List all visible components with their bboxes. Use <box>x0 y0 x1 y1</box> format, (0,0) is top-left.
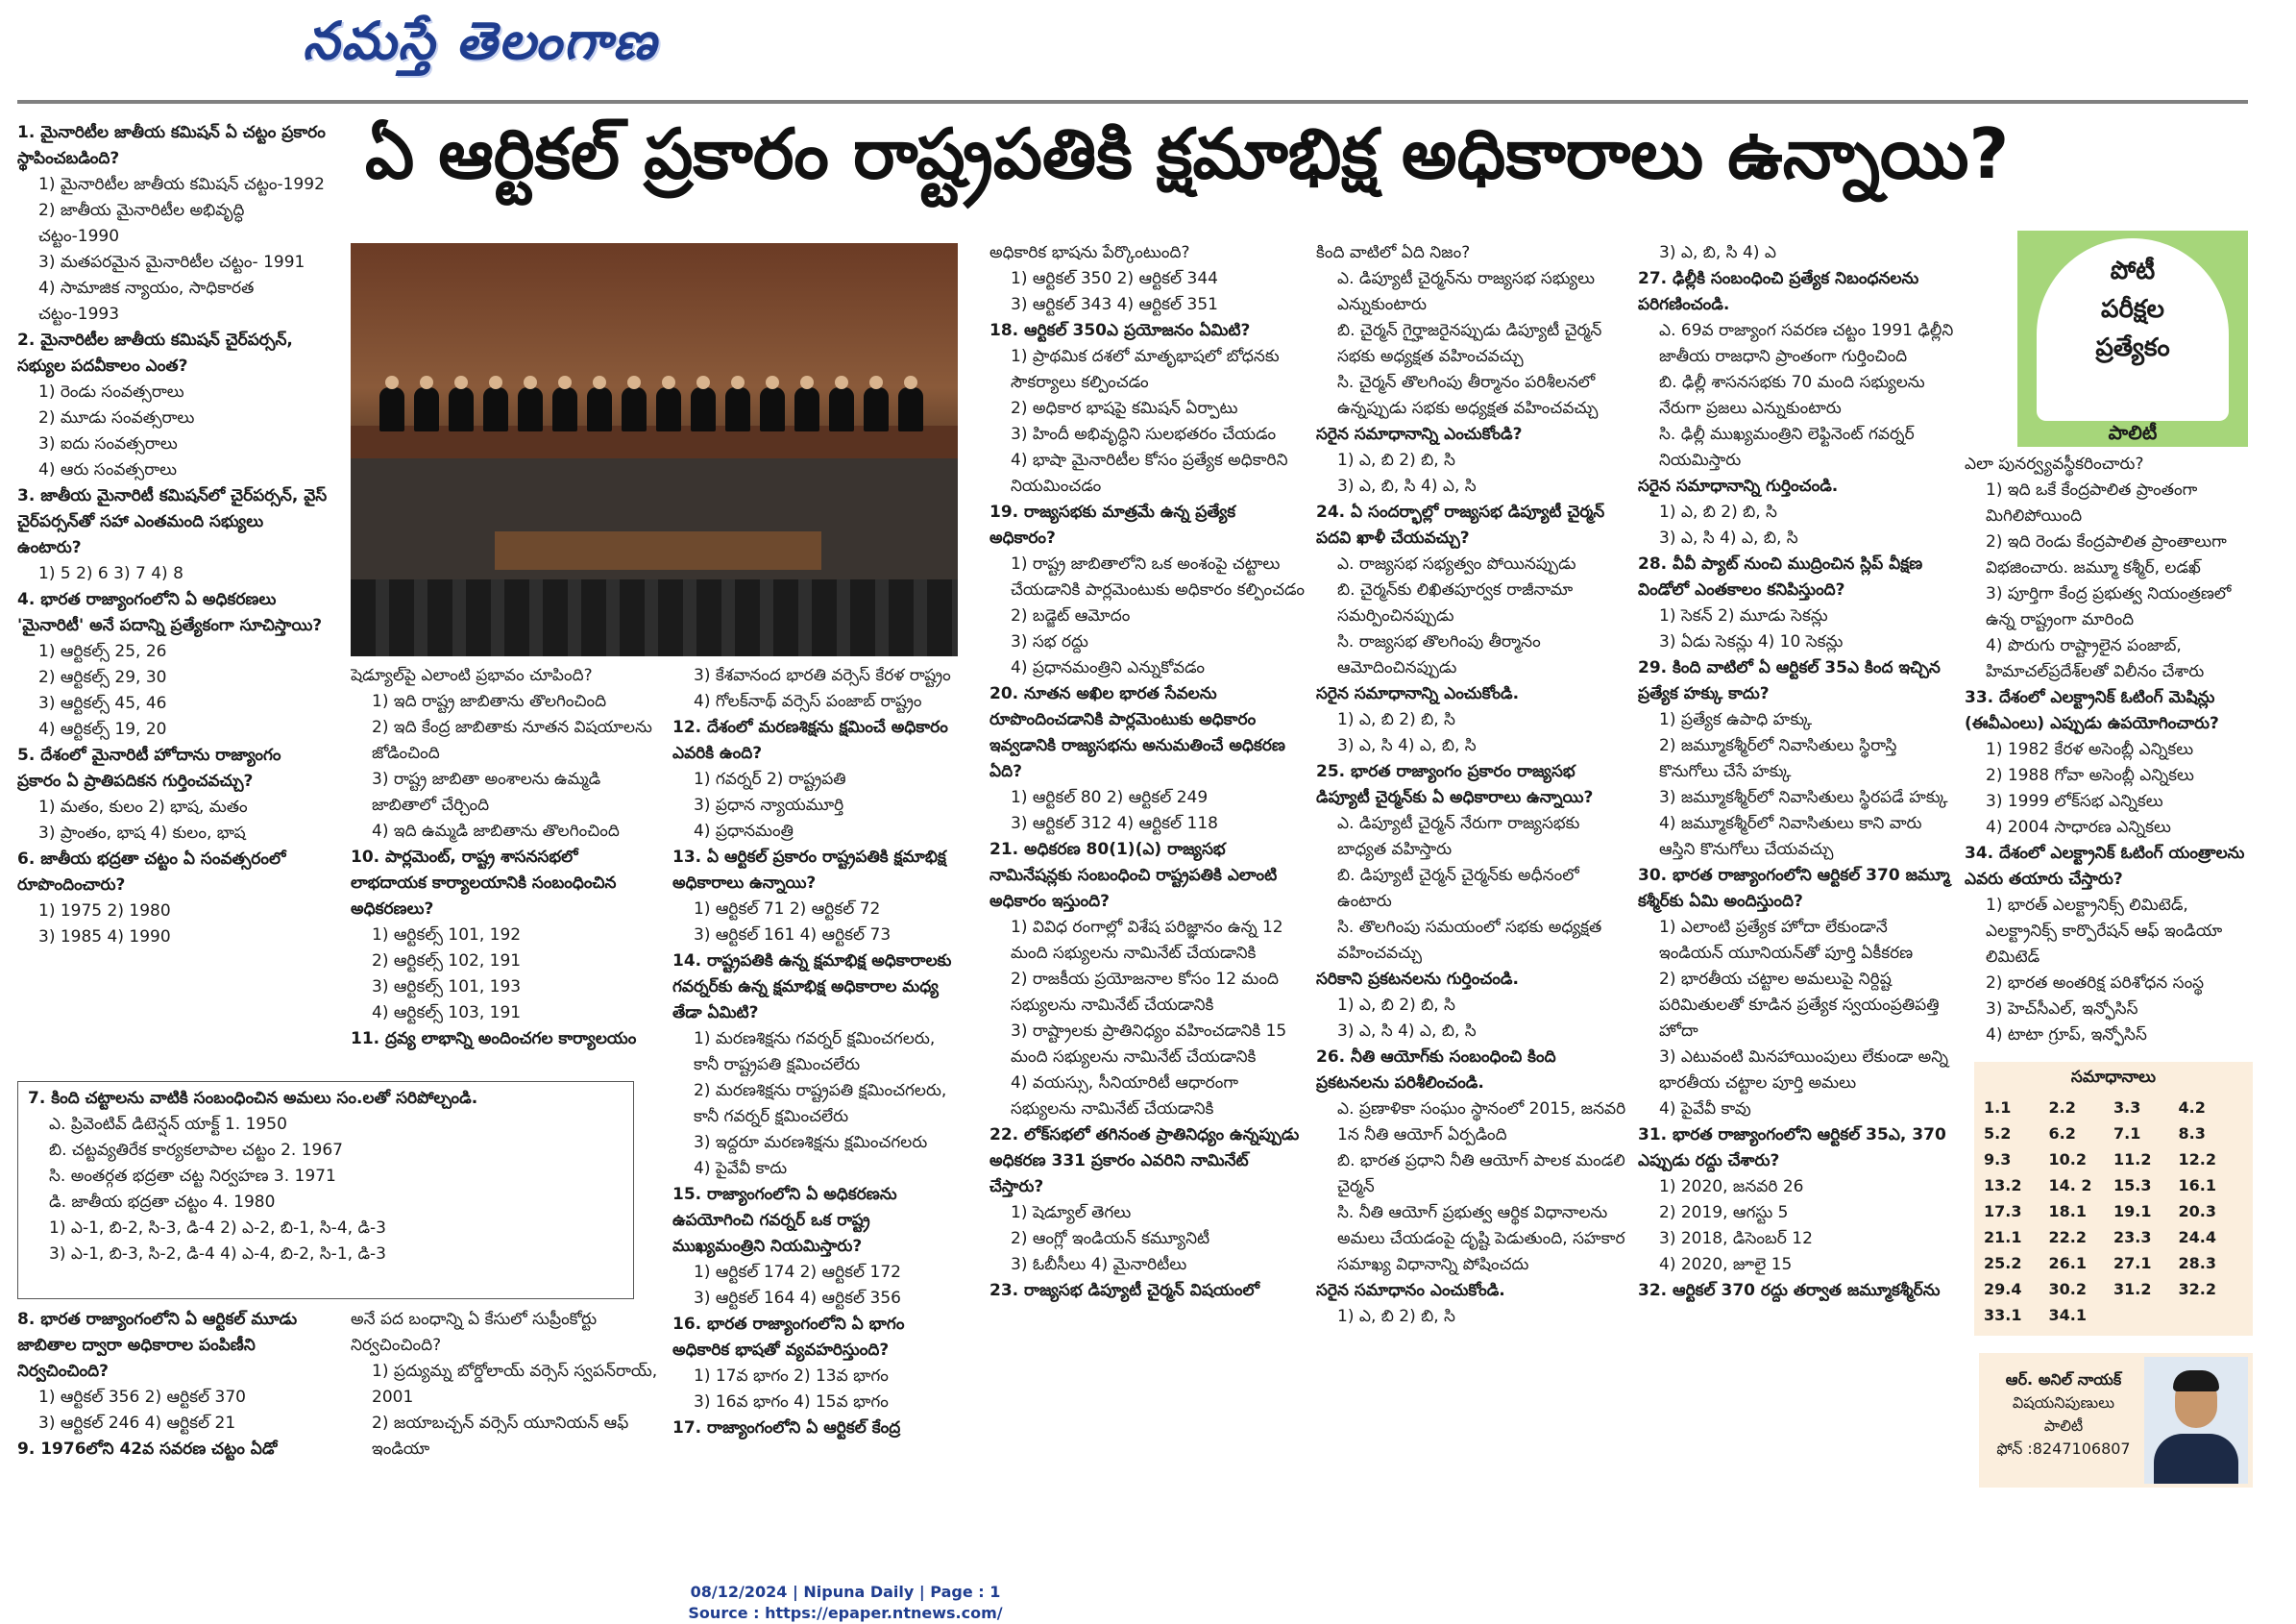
option-text: 4) జమ్మూకశ్మీర్‌లో నివాసితులు కాని వారు ఆస్తిని కొనుగోలు చేయవచ్చు <box>1659 814 1922 859</box>
option-text: 1) భారత్ ఎలక్ట్రానిక్స్ లిమిటెడ్, ఎలక్ట్రానిక్స్ కార్పొరేషన్ ఆఫ్ ఇండియా లిమిటెడ్ <box>1986 896 2223 967</box>
answer-cell: 14. 2 <box>2048 1176 2092 1194</box>
judge-face <box>627 376 641 389</box>
question-text: సరైన సమాధానాన్ని గుర్తించండి. <box>1638 477 1839 496</box>
answer-key-title: సమాధానాలు <box>2070 1068 2157 1087</box>
answer-cell: 15.3 <box>2113 1176 2152 1194</box>
question-text: 7. కింది చట్టాలను వాటికి సంబంధించిన అమలు సం.లతో సరిపోల్చండి. <box>28 1089 478 1108</box>
question-text: 24. ఏ సందర్భాల్లో రాజ్యసభ డిప్యూటీ చైర్మన్ పదవి ఖాళీ చేయవచ్చు? <box>1316 503 1605 548</box>
answer-cell: 11.2 <box>2113 1150 2152 1169</box>
option-text: సి. చైర్మన్ తొలగింపు తీర్మానం పరిశీలనలో ఉన్నప్పుడు సభకు అధ్యక్షత వహించవచ్చు <box>1337 373 1599 418</box>
option-text: 4) 2004 సాధారణ ఎన్నికలు <box>1986 818 2171 837</box>
option-text: 1) 5 2) 6 3) 7 4) 8 <box>38 564 183 583</box>
option-text: ఎ. 69వ రాజ్యాంగ సవరణ చట్టం 1991 ఢిల్లీని జాతీయ రాజధాని ప్రాంతంగా గుర్తించింది <box>1659 321 1954 366</box>
option-text: 1) ఆర్టికల్ 71 2) ఆర్టికల్ 72 <box>694 899 881 919</box>
option-text: 3) 16వ భాగం 4) 15వ భాగం <box>694 1392 889 1412</box>
answer-cell: 27.1 <box>2113 1254 2152 1272</box>
column-2 <box>351 663 658 1067</box>
judge-figure <box>898 387 923 431</box>
author-phone: ఫోన్ :8247106807 <box>1996 1439 2131 1458</box>
judge-figure <box>656 387 681 431</box>
option-text: 1) ఆర్టికల్ 174 2) ఆర్టికల్ 172 <box>694 1263 901 1282</box>
option-text: 4) వయస్సు, సీనియారిటీ ఆధారంగా సభ్యులను నామినేట్ చేయడానికి <box>1011 1073 1238 1119</box>
option-text: బి. ఢిల్లీ శాసనసభకు 70 మంది సభ్యులను నేరుగా ప్రజలు ఎన్నుకుంటారు <box>1659 373 1925 418</box>
competitive-exams-badge <box>2017 231 2248 447</box>
option-text: 1) ఎ, బి 2) బి, సి <box>1337 996 1455 1015</box>
judge-figure <box>760 387 785 431</box>
option-text: 1) ఎ, బి 2) బి, సి <box>1659 503 1777 522</box>
option-text: 3) 1999 లోక్‌సభ ఎన్నికలు <box>1986 792 2163 811</box>
answer-cell: 18.1 <box>2048 1202 2087 1220</box>
question-text: 1. మైనారిటీల జాతీయ కమిషన్ ఏ చట్టం ప్రకారం స్థాపించబడింది? <box>17 123 326 168</box>
option-text: 1) 2020, జనవరి 26 <box>1659 1177 1804 1196</box>
option-text: 1) ఆర్టికల్ 80 2) ఆర్టికల్ 249 <box>1011 788 1209 807</box>
answer-cell: 32.2 <box>2178 1280 2216 1298</box>
question-text: 10. పార్లమెంట్, రాష్ట్ర శాసనసభలో లాభదాయక కార్యాలయానికి సంబంధించిన అధికరణలు? <box>351 848 617 919</box>
judge-face <box>766 376 779 389</box>
author-name: ఆర్. అనిల్ నాయక్ <box>2005 1370 2122 1389</box>
column-3 <box>672 663 961 1480</box>
question-text: 28. వీవీ ప్యాట్ నుంచి ముద్రించిన స్లిప్ వీక్షణ విండోలో ఎంతకాలం కనిపిస్తుంది? <box>1638 554 1923 600</box>
option-text: 1) ఎ-1, బి-2, సి-3, డి-4 2) ఎ-2, బి-1, సి-4, డి-3 <box>49 1218 386 1238</box>
option-text: 3) ఐదు సంవత్సరాలు <box>38 434 178 454</box>
question-text: 33. దేశంలో ఎలక్ట్రానిక్ ఓటింగ్ మెషిన్లు (ఈవీఎంలు) ఎప్పుడు ఉపయోగించారు? <box>1965 688 2219 733</box>
option-text: 3) ఎటువంటి మినహాయింపులు లేకుండా అన్ని భారతీయ చట్టాల పూర్తి అమలు <box>1659 1047 1948 1093</box>
question-text: 26. నీతి ఆయోగ్‌కు సంబంధించి కింది ప్రకటనలను పరిశీలించండి. <box>1316 1047 1556 1093</box>
option-text: 1) ఎ, బి 2) బి, సి <box>1337 451 1455 470</box>
answer-cell: 9.3 <box>1984 1150 2012 1169</box>
answer-cell: 29.4 <box>1984 1280 2022 1298</box>
column-4 <box>1316 240 1633 1480</box>
option-text: 3) ఎ, సి 4) ఎ, బి, సి <box>1337 736 1477 755</box>
option-text: 1) ఆర్టికల్స్ 101, 192 <box>372 925 522 945</box>
option-text: 1) ఆర్టికల్ 356 2) ఆర్టికల్ 370 <box>38 1388 246 1407</box>
judge-figure <box>829 387 854 431</box>
badge-text: పోటీ పరీక్షల ప్రత్యేకం <box>2037 238 2229 421</box>
option-text: ఎలా పునర్వ్యవస్థీకరించారు? <box>1965 455 2144 474</box>
column-1-bottom <box>17 1307 344 1485</box>
option-text: బి. భారత ప్రధాని నీతి ఆయోగ్ పాలక మండలి చైర్మన్ <box>1337 1151 1625 1196</box>
option-text: 1) ఆర్టికల్ 350 2) ఆర్టికల్ 344 <box>1011 269 1218 288</box>
option-text: సి. రాజ్యసభ తొలగింపు తీర్మానం ఆమోదించినప్పుడు <box>1337 632 1541 677</box>
question-text: 12. దేశంలో మరణశిక్షను క్షమించే అధికారం ఎవరికి ఉంది? <box>672 718 948 763</box>
question-text: 6. జాతీయ భద్రతా చట్టం ఏ సంవత్సరంలో రూపొందించారు? <box>17 849 286 895</box>
author-card <box>1979 1353 2253 1488</box>
question-text: 15. రాజ్యాంగంలోని ఏ అధికరణను ఉపయోగించి గవర్నర్ ఒక రాష్ట్ర ముఖ్యమంత్రిని నియమిస్తారు? <box>672 1185 897 1256</box>
judge-face <box>385 376 399 389</box>
question-text: 4. భారత రాజ్యాంగంలోని ఏ అధికరణలు 'మైనారిటీ' అనే పదాన్ని ప్రత్యేకంగా సూచిస్తాయి? <box>17 590 323 635</box>
option-text: 2) భారతీయ చట్టాల అమలుపై నిర్దిష్ట పరిమితులతో కూడిన ప్రత్యేక స్వయంప్రతిపత్తి హోదా <box>1659 970 1940 1041</box>
option-text: 2) మరణశిక్షను రాష్ట్రపతి క్షమించగలరు, కానీ గవర్నర్ క్షమించలేరు <box>694 1081 947 1126</box>
option-text: షెడ్యూల్‌పై ఎలాంటి ప్రభావం చూపింది? <box>351 666 593 685</box>
answer-cell: 13.2 <box>1984 1176 2022 1194</box>
option-text: 4) ప్రధానమంత్రిని ఎన్నుకోవడం <box>1011 658 1206 677</box>
question-text: 5. దేశంలో మైనారిటీ హోదాను రాజ్యాంగం ప్రకారం ఏ ప్రాతిపదికన గుర్తించవచ్చు? <box>17 746 281 791</box>
question-text: సరైన సమాధానాన్ని ఎంచుకోండి? <box>1316 425 1523 444</box>
option-text: 3) 1985 4) 1990 <box>38 927 171 947</box>
column-1 <box>17 120 330 1067</box>
option-text: 1) ఇది రాష్ట్ర జాబితాను తొలగించింది <box>372 692 607 711</box>
option-text: ఎ. డిప్యూటీ చైర్మన్‌ను రాజ్యసభ సభ్యులు ఎన్నుకుంటారు <box>1337 269 1596 314</box>
author-role: విషయనిపుణులు <box>2012 1393 2115 1412</box>
option-text: సి. అంతర్గత భద్రతా చట్ట నిర్వహణ 3. 1971 <box>49 1167 336 1186</box>
answer-cell: 17.3 <box>1984 1202 2022 1220</box>
judge-face <box>696 376 710 389</box>
question-text: 18. ఆర్టికల్ 350ఎ ప్రయోజనం ఏమిటి? <box>989 321 1251 340</box>
answer-cell: 12.2 <box>2178 1150 2216 1169</box>
header-rule <box>17 100 2248 104</box>
judge-face <box>524 376 537 389</box>
answer-cell: 16.1 <box>2178 1176 2216 1194</box>
option-text: 3) ఇద్దరూ మరణశిక్షను క్షమించగలరు <box>694 1133 928 1152</box>
judge-face <box>454 376 468 389</box>
option-text: 3) మతపరమైన మైనారిటీల చట్టం- 1991 <box>38 253 305 272</box>
question-text: 25. భారత రాజ్యాంగం ప్రకారం రాజ్యసభ డిప్యూటీ చైర్మన్‌కు ఏ అధికారాలు ఉన్నాయి? <box>1316 762 1594 807</box>
option-text: బి. చట్టవ్యతిరేక కార్యకలాపాల చట్టం 2. 1967 <box>49 1141 343 1160</box>
answer-grid <box>1974 1091 2253 1332</box>
answer-cell: 1.1 <box>1984 1098 2012 1117</box>
question-7-content <box>28 1086 623 1292</box>
question-text: సరైన సమాధానం ఎంచుకోండి. <box>1316 1281 1505 1300</box>
audience <box>351 579 958 656</box>
question-text: 30. భారత రాజ్యాంగంలోని ఆర్టికల్ 370 జమ్మూ కశ్మీర్‌కు ఏమి అందిస్తుంది? <box>1638 866 1950 911</box>
question-text: 32. ఆర్టికల్ 370 రద్దు తర్వాత జమ్మూకశ్మీర్‌ను <box>1638 1281 1941 1300</box>
option-text: ఎ. డిప్యూటీ చైర్మన్ నేరుగా రాజ్యసభకు బాధ్యత వహిస్తారు <box>1337 814 1580 859</box>
option-text: 3) ఆర్టికల్స్ 45, 46 <box>38 694 167 713</box>
answer-cell: 21.1 <box>1984 1228 2022 1246</box>
question-text: 3. జాతీయ మైనారిటీ కమిషన్‌లో చైర్‌పర్సన్, వైస్ చైర్‌పర్సన్‌తో సహా ఎంతమంది సభ్యులు ఉంటారు? <box>17 486 328 557</box>
option-text: 3) హెచ్‌సీఎల్, ఇన్ఫోసిస్ <box>1986 999 2138 1019</box>
option-text: 3) ఆర్టికల్ 312 4) ఆర్టికల్ 118 <box>1011 814 1218 833</box>
option-text: 1) వివిధ రంగాల్లో విశేష పరిజ్ఞానం ఉన్న 12 మంది సభ్యులను నామినేట్ చేయడానికి <box>1011 918 1283 963</box>
answer-cell: 4.2 <box>2178 1098 2206 1117</box>
option-text: 2) బడ్జెట్ ఆమోదం <box>1011 606 1131 626</box>
option-text: 4) ప్రధానమంత్రి <box>694 822 794 841</box>
option-text: 1) సెకన్ 2) మూడు సెకన్లు <box>1659 606 1828 626</box>
option-text: అధికారిక భాషను పేర్కొంటుంది? <box>989 243 1190 262</box>
question-text: సరైన సమాధానాన్ని ఎంచుకోండి. <box>1316 684 1520 703</box>
option-text: సి. తొలగింపు సమయంలో సభకు అధ్యక్షత వహించవచ్చు <box>1337 918 1602 963</box>
judge-face <box>489 376 502 389</box>
option-text: 3) రాష్ట్రాలకు ప్రాతినిధ్యం వహించడానికి 15 మంది సభ్యులను నామినేట్ చేయడానికి <box>1011 1021 1287 1067</box>
option-text: 1) మైనారిటీల జాతీయ కమిషన్ చట్టం-1992 <box>38 175 325 194</box>
answer-cell: 19.1 <box>2113 1202 2152 1220</box>
answer-cell: 2.2 <box>2048 1098 2076 1117</box>
footer-date-line: 08/12/2024 | Nipuna Daily | Page : 1 <box>690 1583 1001 1601</box>
option-text: 4) టాటా గ్రూప్, ఇన్ఫోసిస్ <box>1986 1025 2147 1045</box>
question-text: 34. దేశంలో ఎలక్ట్రానిక్ ఓటింగ్ యంత్రాలను ఎవరు తయారు చేస్తారు? <box>1965 844 2245 889</box>
option-text: 1) ఎ, బి 2) బి, సి <box>1337 710 1455 729</box>
page-footer <box>0 1582 1691 1624</box>
column-3-top <box>989 240 1307 1480</box>
question-text: సరికాని ప్రకటనలను గుర్తించండి. <box>1316 970 1519 989</box>
option-text: 4) 2020, జూలై 15 <box>1659 1255 1793 1274</box>
answer-cell: 33.1 <box>1984 1306 2022 1324</box>
option-text: 1) ఎ, బి 2) బి, సి <box>1337 1307 1455 1326</box>
judge-figure <box>379 387 404 431</box>
question-text: 8. భారత రాజ్యాంగంలోని ఏ ఆర్టికల్ మూడు జాబితాల ద్వారా అధికారాల పంపిణీని నిర్వచించింది? <box>17 1310 298 1381</box>
question-text: 13. ఏ ఆర్టికల్ ప్రకారం రాష్ట్రపతికి క్షమాభిక్ష అధికారాలు ఉన్నాయి? <box>672 848 946 893</box>
answer-cell: 20.3 <box>2178 1202 2216 1220</box>
option-text: 3) ఎ, సి 4) ఎ, బి, సి <box>1659 529 1798 548</box>
option-text: 2) 1988 గోవా అసెంబ్లీ ఎన్నికలు <box>1986 766 2194 785</box>
option-text: 1) ఎలాంటి ప్రత్యేక హోదా లేకుండానే ఇండియన్ యూనియన్‌తో పూర్తి ఏకీకరణ <box>1659 918 1914 963</box>
answer-cell: 8.3 <box>2178 1124 2206 1143</box>
option-text: 4) ఆర్టికల్స్ 103, 191 <box>372 1003 522 1022</box>
option-text: 1) ఇది ఒకే కేంద్రపాలిత ప్రాంతంగా మిగిలిపోయింది <box>1986 480 2198 526</box>
question-text: 9. 1976లోని 42వ సవరణ చట్టం ఏడో <box>17 1439 278 1459</box>
column-5 <box>1638 240 1955 1480</box>
answer-cell <box>2179 1302 2244 1328</box>
judge-face <box>420 376 433 389</box>
question-text: 31. భారత రాజ్యాంగంలోని ఆర్టికల్ 35ఎ, 370 ఎప్పుడు రద్దు చేశారు? <box>1638 1125 1946 1170</box>
option-text: బి. చైర్మన్‌కు లిఖితపూర్వక రాజీనామా సమర్పించినప్పుడు <box>1337 580 1574 626</box>
option-text: 3) సభ రద్దు <box>1011 632 1088 652</box>
masthead-logo: నమస్తే తెలంగాణ <box>303 10 658 71</box>
option-text: సి. నీతి ఆయోగ్ ప్రభుత్వ ఆర్థిక విధానాలను అమలు చేయడంపై దృష్టి పెడుతుంది, సహకార సమాఖ్య విధానాన్ని పోషించదు <box>1337 1203 1625 1274</box>
option-text: కింది వాటిలో ఏది నిజం? <box>1316 243 1471 262</box>
option-text: 1) గవర్నర్ 2) రాష్ట్రపతి <box>694 770 846 789</box>
option-text: 1) 1975 2) 1980 <box>38 901 171 921</box>
question-text: 16. భారత రాజ్యాంగంలోని ఏ భాగం అధికారిక భాషతో వ్యవహరిస్తుంది? <box>672 1315 905 1360</box>
option-text: 3) ఏడు సెకన్లు 4) 10 సెకన్లు <box>1659 632 1844 652</box>
judge-face <box>800 376 814 389</box>
question-7-box <box>17 1081 634 1299</box>
judge-figure <box>587 387 612 431</box>
option-text: 3) కేశవానంద భారతి వర్సెస్ కేరళ రాష్ట్రం <box>694 666 951 685</box>
option-text: 2) భారత అంతరిక్ష పరిశోధన సంస్థ <box>1986 973 2205 993</box>
question-text: 11. ద్రవ్య లాభాన్ని అందించగల కార్యాలయం <box>351 1029 637 1048</box>
option-text: 2) ఆర్టికల్స్ 29, 30 <box>38 668 167 687</box>
option-text: 1) రెండు సంవత్సరాలు <box>38 382 184 402</box>
answer-cell <box>2113 1302 2179 1328</box>
judge-figure <box>518 387 543 431</box>
question-text: 2. మైనారిటీల జాతీయ కమిషన్ చైర్‌పర్సన్, సభ్యుల పదవీకాలం ఎంత? <box>17 331 293 376</box>
option-text: 1) 17వ భాగం 2) 13వ భాగం <box>694 1366 889 1386</box>
option-text: 2) ఇది రెండు కేంద్రపాలిత ప్రాంతాలుగా విభజించారు. జమ్మూ కశ్మీర్, లడఖ్ <box>1986 532 2227 578</box>
question-text: 14. రాష్ట్రపతికి ఉన్న క్షమాభిక్ష అధికారాలకు గవర్నర్‌కు ఉన్న క్షమాభిక్ష అధికారాల మధ్య తేడా ఏమిటి? <box>672 951 952 1022</box>
option-text: ఎ. ప్రణాళికా సంఘం స్థానంలో 2015, జనవరి 1న నీతి ఆయోగ్ ఏర్పడింది <box>1337 1099 1626 1144</box>
courtroom-photo <box>351 243 958 656</box>
author-photo <box>2144 1357 2248 1484</box>
judge-face <box>558 376 572 389</box>
judge-face <box>593 376 606 389</box>
option-text: బి. డిప్యూటీ చైర్మన్ చైర్మన్‌కు అధీనంలో ఉంటారు <box>1337 866 1579 911</box>
option-text: 3) ఎ, బి, సి 4) ఎ, సి <box>1337 477 1477 496</box>
question-text: 22. లోక్‌సభలో తగినంత ప్రాతినిధ్యం ఉన్నప్పుడు అధికరణ 331 ప్రకారం ఎవరిని నామినేట్ చేస్తారు? <box>989 1125 1300 1196</box>
judge-figure <box>864 387 889 431</box>
option-text: 3) ఆర్టికల్స్ 101, 193 <box>372 977 522 997</box>
answer-cell: 30.2 <box>2048 1280 2087 1298</box>
option-text: 1) షెడ్యూల్ తెగలు <box>1011 1203 1132 1222</box>
option-text: 3) ఆర్టికల్ 161 4) ఆర్టికల్ 73 <box>694 925 892 945</box>
answer-key <box>1974 1062 2253 1336</box>
judge-figure <box>622 387 647 431</box>
column-6 <box>1965 452 2253 1057</box>
author-subject: పాలిటీ <box>2043 1416 2084 1435</box>
option-text: 2) రాజకీయ ప్రయోజనాల కోసం 12 మంది సభ్యులను నామినేట్ చేయడానికి <box>1011 970 1280 1015</box>
judge-face <box>662 376 675 389</box>
answer-cell: 23.3 <box>2113 1228 2152 1246</box>
question-text: 27. ఢిల్లీకి సంబంధించి ప్రత్యేక నిబంధనలను పరిగణించండి. <box>1638 269 1919 314</box>
page-headline: ఏ ఆర్టికల్ ప్రకారం రాష్ట్రపతికి క్షమాభిక్ష అధికారాలు ఉన్నాయి? <box>365 113 2010 194</box>
answer-cell: 31.2 <box>2113 1280 2152 1298</box>
option-text: 2) ఆర్టికల్స్ 102, 191 <box>372 951 522 971</box>
judge-figure <box>483 387 508 431</box>
option-text: 2) ఇది కేంద్ర జాబితాకు నూతన విషయాలను జోడించింది <box>372 718 652 763</box>
judge-figure <box>449 387 474 431</box>
answer-cell: 3.3 <box>2113 1098 2141 1117</box>
judge-figure <box>691 387 716 431</box>
badge-subject: పాలిటీ <box>2108 421 2158 444</box>
question-text: 17. రాజ్యాంగంలోని ఏ ఆర్టికల్ కేంద్ర <box>672 1418 901 1438</box>
option-text: 1) మతం, కులం 2) భాష, మతం <box>38 798 248 817</box>
option-text: 2) జమ్మూకశ్మీర్‌లో నివాసితులు స్థిరాస్తి కొనుగోలు చేసే హక్కు <box>1659 736 1897 781</box>
judge-face <box>869 376 883 389</box>
option-text: అనే పద బంధాన్ని ఏ కేసులో సుప్రీంకోర్టు నిర్వచించింది? <box>351 1310 598 1355</box>
option-text: 4) సామాజిక న్యాయం, సాధికారత చట్టం-1993 <box>38 279 255 324</box>
option-text: 1) ప్రద్యుమ్న బోర్డోలాయ్ వర్సెస్ స్వపన్‌రాయ్, 2001 <box>372 1362 658 1407</box>
column-2-bottom <box>351 1307 658 1485</box>
option-text: 3) పూర్తిగా కేంద్ర ప్రభుత్వ నియంత్రణలో ఉన్న రాష్ట్రంగా మారింది <box>1986 584 2232 629</box>
option-text: 1) ఆర్టికల్స్ 25, 26 <box>38 642 167 661</box>
option-text: 4) ఆరు సంవత్సరాలు <box>38 460 178 480</box>
option-text: 3) ఓబీసీలు 4) మైనారిటీలు <box>1011 1255 1187 1274</box>
option-text: 4) పైవేవీ కావు <box>1659 1099 1751 1119</box>
option-text: 1) 1982 కేరళ అసెంబ్లీ ఎన్నికలు <box>1986 740 2194 759</box>
answer-cell: 24.4 <box>2178 1228 2216 1246</box>
option-text: 3) 2018, డిసెంబర్ 12 <box>1659 1229 1813 1248</box>
question-text: 21. అధికరణ 80(1)(ఎ) రాజ్యసభ నామినేషన్లకు సంబంధించి రాష్ట్రపతికి ఎలాంటి అధికారం ఇస్తుంది? <box>989 840 1278 911</box>
answer-cell: 26.1 <box>2048 1254 2087 1272</box>
answer-cell: 10.2 <box>2048 1150 2087 1169</box>
option-text: 1) రాష్ట్ర జాబితాలోని ఒక అంశంపై చట్టాలు చేయడానికి పార్లమెంటుకు అధికారం కల్పించడం <box>1011 554 1305 600</box>
judge-face <box>731 376 745 389</box>
footer-source-line: Source : https://epaper.ntnews.com/ <box>688 1604 1003 1622</box>
option-text: 3) ఆర్టికల్ 343 4) ఆర్టికల్ 351 <box>1011 295 1218 314</box>
option-text: 3) రాష్ట్ర జాబితా అంశాలను ఉమ్మడి జాబితాలో చేర్చింది <box>372 770 601 815</box>
option-text: ఎ. ప్రివెంటివ్ డిటెన్షన్ యాక్ట్ 1. 1950 <box>49 1115 287 1134</box>
question-text: 20. నూతన అఖిల భారత సేవలను రూపొందించడానికి పార్లమెంటుకు అధికారం ఇవ్వడానికి రాజ్యసభను అనుమతించే అధికరణ ఏది? <box>989 684 1285 781</box>
option-text: 1) ప్రాథమిక దశలో మాతృభాషలో బోధనకు సౌకర్యాలు కల్పించడం <box>1011 347 1280 392</box>
answer-cell: 7.1 <box>2113 1124 2141 1143</box>
answer-cell: 22.2 <box>2048 1228 2087 1246</box>
judge-face <box>904 376 917 389</box>
option-text: సి. ఢిల్లీ ముఖ్యమంత్రిని లెఫ్టినెంట్ గవర్నర్ నియమిస్తారు <box>1659 425 1915 470</box>
answer-cell: 34.1 <box>2048 1306 2087 1324</box>
option-text: 2) అధికార భాషపై కమిషన్ ఏర్పాటు <box>1011 399 1238 418</box>
judge-figure <box>552 387 577 431</box>
option-text: 1) మరణశిక్షను గవర్నర్ క్షమించగలరు, కానీ రాష్ట్రపతి క్షమించలేరు <box>694 1029 936 1074</box>
option-text: 4) భాషా మైనారిటీల కోసం ప్రత్యేక అధికారిని నియమించడం <box>1011 451 1288 496</box>
option-text: 2) జయాబచ్చన్ వర్సెస్ యూనియన్ ఆఫ్ ఇండియా <box>372 1414 629 1459</box>
option-text: 4) ఆర్టికల్స్ 19, 20 <box>38 720 167 739</box>
option-text: 4) పైవేవీ కాదు <box>694 1159 788 1178</box>
judge-face <box>835 376 848 389</box>
option-text: 2) జాతీయ మైనారిటీల అభివృద్ధి చట్టం-1990 <box>38 201 245 246</box>
option-text: బి. చైర్మన్ గైర్హాజరైనప్పుడు డిప్యూటీ చైర్మన్ సభకు అధ్యక్షత వహించవచ్చు <box>1337 321 1602 366</box>
answer-cell: 28.3 <box>2178 1254 2216 1272</box>
judge-figure <box>725 387 750 431</box>
question-text: 23. రాజ్యసభ డిప్యూటీ చైర్మన్ విషయంలో <box>989 1281 1259 1300</box>
option-text: 4) గోలక్‌నాథ్ వర్సెస్ పంజాబ్ రాష్ట్రం <box>694 692 922 711</box>
option-text: డి. జాతీయ భద్రతా చట్టం 4. 1980 <box>49 1193 276 1212</box>
option-text: 3) ఎ-1, బి-3, సి-2, డి-4 4) ఎ-4, బి-2, సి-1, డి-3 <box>49 1244 386 1264</box>
option-text: 2) ఆంగ్లో ఇండియన్ కమ్యూనిటీ <box>1011 1229 1210 1248</box>
option-text: 3) ఆర్టికల్ 246 4) ఆర్టికల్ 21 <box>38 1414 236 1433</box>
option-text: 2) మూడు సంవత్సరాలు <box>38 408 195 428</box>
option-text: ఎ. రాజ్యసభ సభ్యత్వం పోయినప్పుడు <box>1337 554 1576 574</box>
court-desk <box>495 531 821 570</box>
answer-cell: 25.2 <box>1984 1254 2022 1272</box>
option-text: 4) ఇది ఉమ్మడి జాబితాను తొలగించింది <box>372 822 620 841</box>
option-text: 3) ఎ, బి, సి 4) ఎ <box>1659 243 1776 262</box>
judge-figure <box>414 387 439 431</box>
answer-cell: 5.2 <box>1984 1124 2012 1143</box>
answer-cell: 6.2 <box>2048 1124 2076 1143</box>
option-text: 3) ఎ, సి 4) ఎ, బి, సి <box>1337 1021 1477 1041</box>
option-text: 3) ఆర్టికల్ 164 4) ఆర్టికల్ 356 <box>694 1289 901 1308</box>
judge-figure <box>794 387 819 431</box>
question-text: 19. రాజ్యసభకు మాత్రమే ఉన్న ప్రత్యేక అధికారం? <box>989 503 1236 548</box>
option-text: 3) ప్రధాన న్యాయమూర్తి <box>694 796 844 815</box>
option-text: 4) పొరుగు రాష్ట్రాలైన పంజాబ్, హిమాచల్‌ప్రదేశ్‌లతో విలీనం చేశారు <box>1986 636 2205 681</box>
option-text: 1) ప్రత్యేక ఉపాధి హక్కు <box>1659 710 1813 729</box>
option-text: 2) 2019, ఆగస్టు 5 <box>1659 1203 1789 1222</box>
option-text: 3) ప్రాంతం, భాష 4) కులం, భాష <box>38 824 246 843</box>
question-text: 29. కింది వాటిలో ఏ ఆర్టికల్ 35ఎ కింద ఇచ్చిన ప్రత్యేక హక్కు కాదు? <box>1638 658 1941 703</box>
option-text: 3) హిందీ అభివృద్ధిని సులభతరం చేయడం <box>1011 425 1277 444</box>
option-text: 3) జమ్మూకశ్మీర్‌లో నివాసితులు స్థిరపడే హక్కు <box>1659 788 1948 807</box>
